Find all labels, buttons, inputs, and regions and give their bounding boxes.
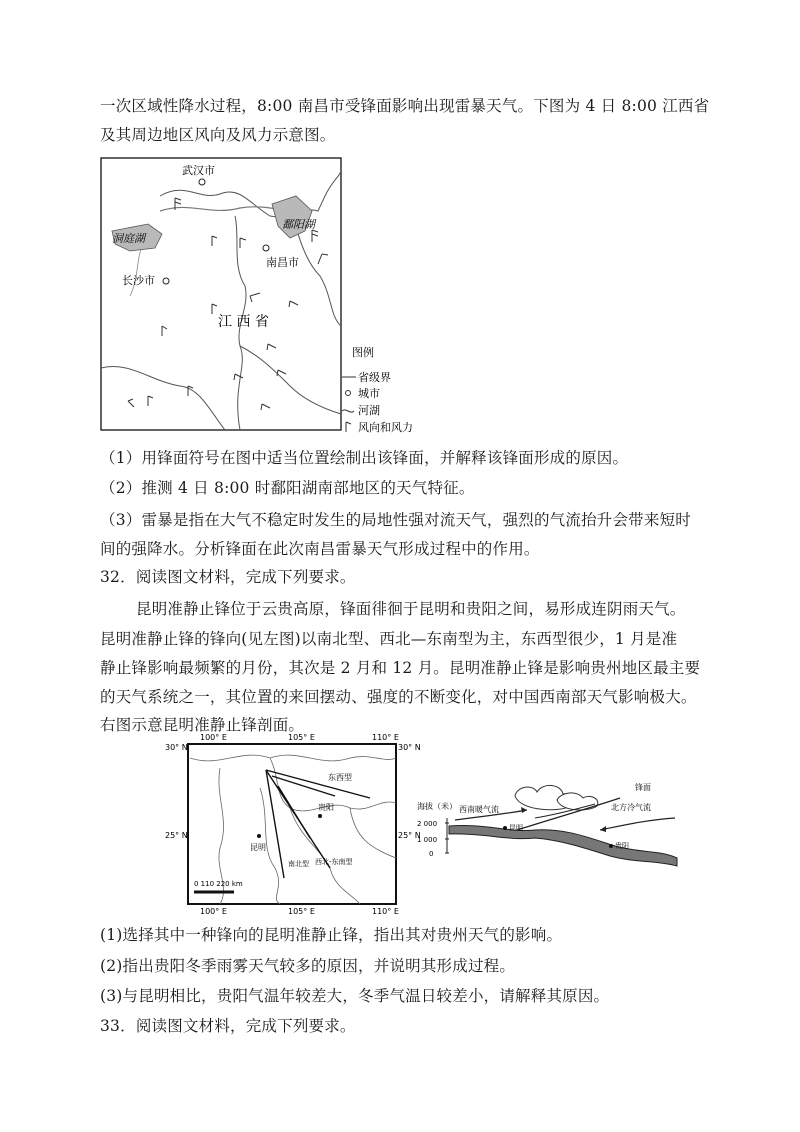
q33-heading: 33．阅读图文材料，完成下列要求。 — [100, 1017, 356, 1035]
profile-label-kunming: 昆明 — [509, 824, 523, 832]
profile-label-front: 锋面 — [635, 783, 651, 792]
front-profile-diagram — [415, 778, 690, 878]
kunming-front-map — [160, 728, 420, 918]
jiangxi-wind-map — [100, 156, 440, 436]
profile-label-warm: 西南暖气流 — [459, 805, 499, 814]
profile-label-cold: 北方冷气流 — [611, 803, 651, 812]
intro-line-2: 及其周边地区风向及风力示意图。 — [100, 126, 336, 144]
label-changsha: 长沙市 — [122, 274, 155, 287]
q31-part-3a: （3）雷暴是指在大气不稳定时发生的局地性强对流天气，强烈的气流抬升会带来短时 — [100, 511, 691, 529]
q32-paragraph-1: 昆明准静止锋位于云贵高原，锋面徘徊于昆明和贵阳之间，易形成连阴雨天气。 — [136, 600, 686, 618]
scale-label: 0 110 220 km — [194, 880, 243, 888]
profile-tick-1000: 1 000 — [417, 836, 438, 844]
front-label-ns: 南北型 — [288, 860, 309, 868]
lon-label-100: 100° E — [200, 733, 227, 742]
lat-label-30-right: 30° N — [398, 743, 420, 752]
intro-line-1: 一次区域性降水过程，8:00 南昌市受锋面影响出现雷暴天气。下图为 4 日 8:00 江西省 — [100, 97, 710, 115]
lon-label-110: 110° E — [372, 733, 399, 742]
cold-airflow-arrow — [600, 818, 675, 830]
lon-label-105-bottom: 105° E — [288, 907, 315, 916]
profile-guiyang-icon — [609, 844, 613, 848]
q31-part-2: （2）推测 4 日 8:00 时鄱阳湖南部地区的天气特征。 — [100, 479, 475, 497]
q32-part-2: (2)指出贵阳冬季雨雾天气较多的原因，并说明其形成过程。 — [100, 957, 516, 975]
profile-label-guiyang: 贵阳 — [615, 842, 629, 850]
label-poyang: 鄱阳湖 — [282, 218, 315, 231]
profile-tick-0: 0 — [429, 850, 434, 858]
lat-label-25-left: 25° N — [165, 831, 188, 840]
legend-item-lake: 河湖 — [358, 404, 380, 417]
legend-title: 图例 — [352, 346, 374, 359]
lat-label-30-left: 30° N — [165, 743, 188, 752]
terrain — [449, 825, 677, 866]
label-jiangxi: 江 西 省 — [218, 314, 269, 330]
legend-item-province: 省级界 — [358, 371, 391, 384]
label-nanchang: 南昌市 — [266, 256, 299, 269]
guiyang-city-icon — [318, 814, 322, 818]
q32-part-3: (3)与昆明相比，贵阳气温年较差大，冬季气温日较差小，请解释其原因。 — [100, 987, 610, 1005]
q32-part-1: (1)选择其中一种锋向的昆明准静止锋，指出其对贵州天气的影响。 — [100, 926, 563, 944]
map2-label-kunming: 昆明 — [250, 843, 266, 852]
q32-heading: 32．阅读图文材料，完成下列要求。 — [100, 568, 356, 586]
front-label-ew: 东西型 — [328, 773, 352, 782]
q32-paragraph-4: 的天气系统之一，其位置的来回摆动、强度的不断变化，对中国西南部天气影响极大。 — [100, 688, 697, 706]
legend-item-wind: 风向和风力 — [358, 421, 413, 434]
lat-label-25-right: 25° N — [398, 831, 420, 840]
q31-part-1: （1）用锋面符号在图中适当位置绘制出该锋面，并解释该锋面形成的原因。 — [100, 449, 629, 467]
map2-label-guiyang: 贵阳 — [318, 803, 334, 812]
label-dongting: 洞庭湖 — [112, 232, 145, 245]
legend-item-city: 城市 — [358, 387, 380, 400]
label-wuhan: 武汉市 — [182, 164, 215, 177]
q32-paragraph-2: 昆明准静止锋的锋向(见左图)以南北型、西北—东南型为主，东西型很少，1 月是准 — [100, 630, 678, 648]
q32-paragraph-3: 静止锋影响最频繁的月份，其次是 2 月和 12 月。昆明准静止锋是影响贵州地区最主要 — [100, 659, 701, 677]
q32-paragraph-5: 右图示意昆明准静止锋剖面。 — [100, 716, 305, 734]
front-label-nwse: 西北-东南型 — [315, 858, 353, 866]
profile-kunming-icon — [503, 826, 507, 830]
profile-ylabel: 海拔（米） — [417, 802, 457, 811]
lon-label-110-bottom: 110° E — [372, 907, 399, 916]
profile-tick-2000: 2 000 — [417, 820, 438, 828]
lon-label-100-bottom: 100° E — [200, 907, 227, 916]
lon-label-105: 105° E — [288, 733, 315, 742]
q31-part-3b: 间的强降水。分析锋面在此次南昌雷暴天气形成过程中的作用。 — [100, 540, 540, 558]
kunming-city-icon — [257, 834, 261, 838]
